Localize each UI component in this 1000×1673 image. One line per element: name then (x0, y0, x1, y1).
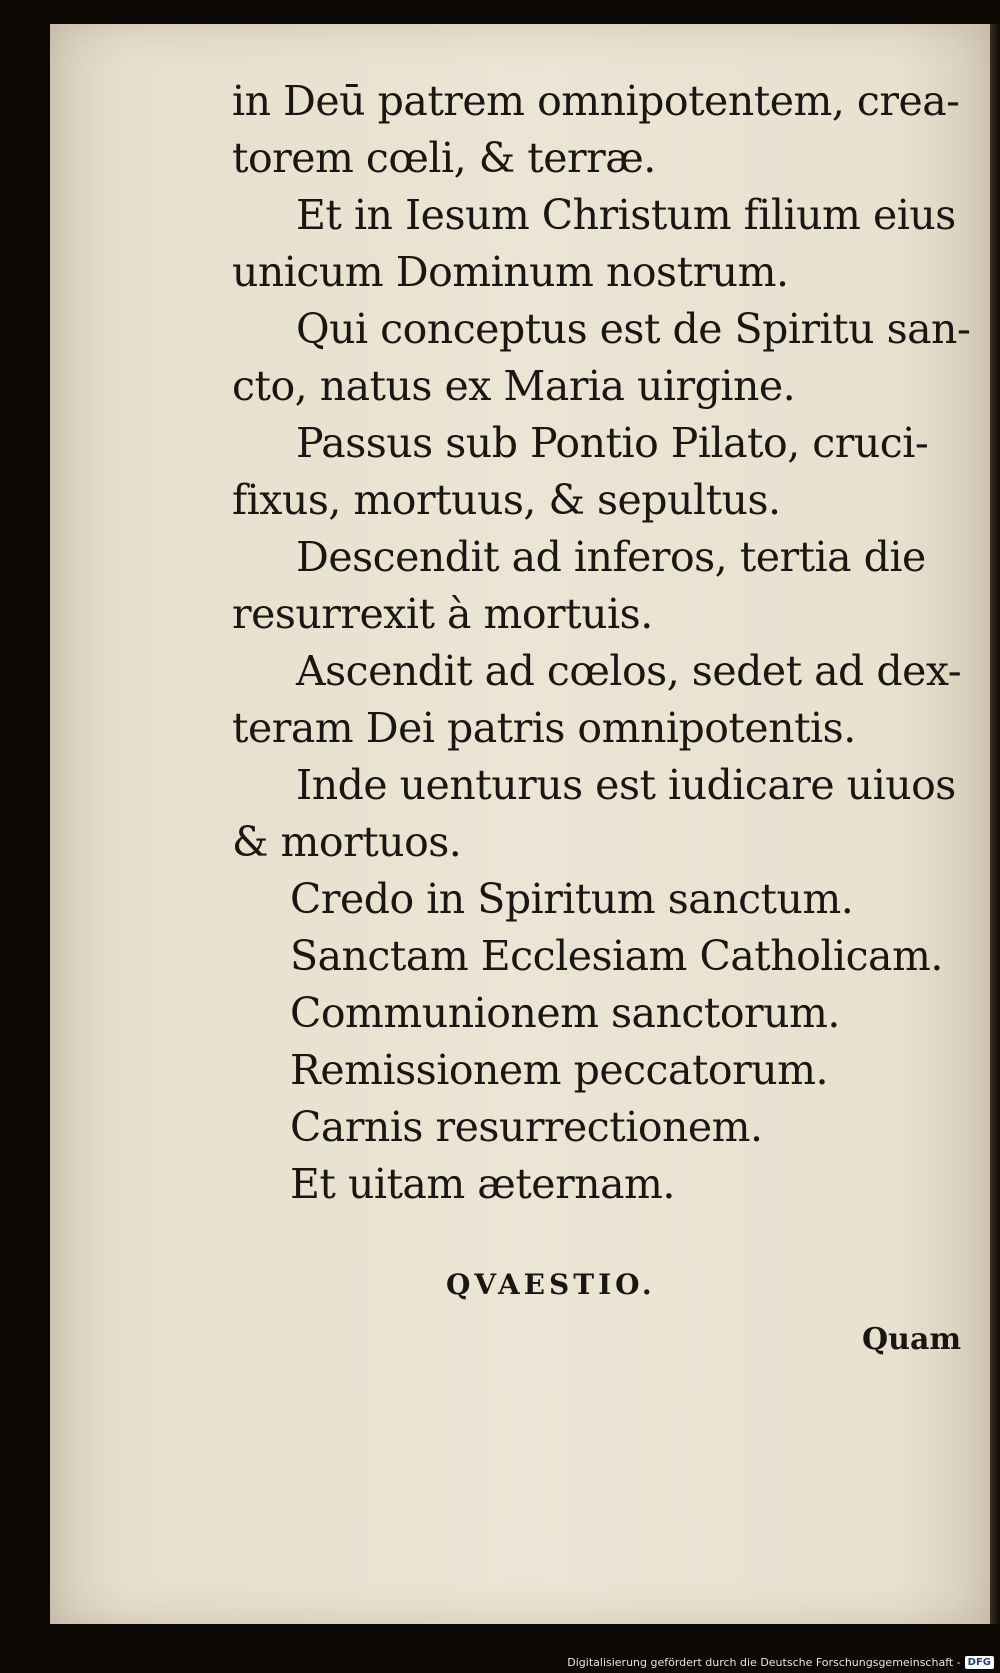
page-edge (990, 24, 1000, 1624)
text-line: Sanctam Ecclesiam Catholicam. (290, 932, 943, 980)
digitization-credit (567, 1656, 994, 1669)
text-line: & mortuos. (232, 818, 462, 866)
text-line: cto, natus ex Maria uirgine. (232, 362, 796, 410)
text-line: teram Dei patris omnipotentis. (232, 704, 856, 752)
text-line: Communionem sanctorum. (290, 989, 840, 1037)
section-heading: QVAESTIO. (446, 1268, 656, 1301)
text-line: resurrexit à mortuis. (232, 590, 653, 638)
text-line: fixus, mortuus, & sepultus. (232, 476, 781, 524)
text-line: Descendit ad inferos, tertia die (296, 533, 926, 581)
text-line: Credo in Spiritum sanctum. (290, 875, 854, 923)
text-line: Carnis resurrectionem. (290, 1103, 763, 1151)
text-line: Remissionem peccatorum. (290, 1046, 829, 1094)
text-line: Qui conceptus est de Spiritu san- (296, 305, 971, 353)
text-line: Ascendit ad cœlos, sedet ad dex- (296, 647, 962, 695)
text-line: unicum Dominum nostrum. (232, 248, 789, 296)
dfg-logo: DFG (965, 1656, 994, 1669)
text-line: torem cœli, & terræ. (232, 134, 656, 182)
text-line: Inde uenturus est iudicare uiuos (296, 761, 956, 809)
catchword: Quam (862, 1322, 962, 1357)
text-line: in Deū patrem omnipotentem, crea- (232, 77, 960, 125)
text-line: Et uitam æternam. (290, 1160, 675, 1208)
text-line: Passus sub Pontio Pilato, cruci- (296, 419, 929, 467)
text-line: Et in Iesum Christum filium eius (296, 191, 956, 239)
credit-text: Digitalisierung gefördert durch die Deutsche Forschungsgemeinschaft - (567, 1656, 961, 1669)
